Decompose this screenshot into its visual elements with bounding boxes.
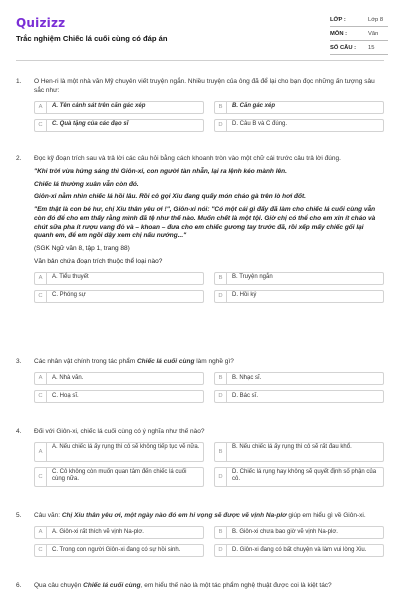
option-d[interactable] <box>214 467 384 487</box>
question-text-part: , em hiểu thế nào là một tác phẩm nghệ thuật được coi là kiệt tác? <box>140 582 332 589</box>
option-b[interactable] <box>214 372 384 385</box>
meta-label: SỐ CÂU : <box>330 45 357 51</box>
option-letter: D <box>215 120 227 131</box>
option-d[interactable] <box>214 119 384 132</box>
passage <box>34 168 384 267</box>
meta-value: 15 <box>368 45 375 51</box>
option-text: D. Chiếc lá rụng hay không sẽ quyết định số phận của cô. <box>232 468 377 482</box>
options-grid <box>34 526 384 558</box>
question-number: 3. <box>16 358 22 365</box>
option-a[interactable] <box>34 526 204 539</box>
question-text-part: Qua câu chuyện <box>34 582 84 589</box>
option-text: B. Truyện ngắn <box>232 274 273 281</box>
option-text: A. Tên cảnh sát trên căn gác xép <box>52 103 146 110</box>
option-c[interactable] <box>34 467 204 487</box>
question-text <box>34 582 384 591</box>
option-letter: B <box>215 273 227 284</box>
meta-value: Văn <box>368 31 379 37</box>
option-letter: A <box>35 527 47 538</box>
meta-label: LỚP : <box>330 17 346 23</box>
question-text <box>34 358 384 367</box>
question-text: Đối với Giôn-xi, chiếc lá cuối cùng có ý nghĩa như thế nào? <box>34 428 205 435</box>
option-letter: B <box>215 527 227 538</box>
option-letter: C <box>35 468 47 486</box>
option-letter: D <box>215 391 227 402</box>
options-grid <box>34 372 384 404</box>
options-grid <box>34 442 384 488</box>
question-text <box>34 512 384 521</box>
quoted-sentence: Chị Xiu thân yêu ơi, một ngày nào đó em hi vọng sẽ được vẽ vịnh Na-plơ <box>61 512 287 519</box>
option-text: D. Giôn-xi đang có bất chuyện và làm vui lòng Xiu. <box>232 546 367 553</box>
option-letter: A <box>35 102 47 113</box>
header-divider <box>16 60 384 61</box>
option-b[interactable] <box>214 272 384 285</box>
option-text: C. Quà tặng của các đạo sĩ <box>52 121 129 128</box>
option-b[interactable] <box>214 526 384 539</box>
option-text: B. Căn gác xép <box>232 103 276 110</box>
passage-source: (SGK Ngữ văn 8, tập 1, trang 88) <box>34 245 130 253</box>
option-b[interactable] <box>214 101 384 114</box>
meta-label: MÔN : <box>330 31 348 37</box>
option-letter: C <box>35 391 47 402</box>
option-d[interactable] <box>214 290 384 303</box>
meta-row-class <box>330 16 388 27</box>
option-text: B. Nhạc sĩ. <box>232 374 262 381</box>
option-letter: A <box>35 273 47 284</box>
options-grid <box>34 272 384 304</box>
option-a[interactable] <box>34 101 204 114</box>
option-a[interactable] <box>34 372 204 385</box>
work-title: Chiếc lá cuối cùng <box>136 358 195 365</box>
option-c[interactable] <box>34 119 204 132</box>
meta-value: Lớp 8 <box>368 17 384 23</box>
quizizz-logo: Quizizz <box>16 16 66 30</box>
question-number: 6. <box>16 582 22 589</box>
passage-paragraph: "Khi trời vừa hửng sáng thì Giôn-xi, con người tàn nhẫn, lại ra lệnh kéo mành lên. <box>34 167 287 175</box>
option-letter: C <box>35 291 47 302</box>
option-letter: A <box>35 443 47 461</box>
question-text-part: Câu văn: <box>34 512 62 519</box>
option-letter: B <box>215 443 227 461</box>
option-letter: D <box>215 468 227 486</box>
option-a[interactable] <box>34 442 204 462</box>
option-text: C. Phóng sự <box>52 292 86 299</box>
question-number: 5. <box>16 512 22 519</box>
question-text: O Hen-ri là một nhà văn Mỹ chuyên viết truyện ngắn. Nhiều truyện của ông đã để lại cho bạn đọc những ấn tượng sâu sắc như: <box>34 78 375 94</box>
page-title: Trắc nghiệm Chiếc lá cuối cùng có đáp án <box>16 34 168 43</box>
option-text: A. Nếu chiếc lá ấy rụng thì cô sẽ không tiếp tục vẽ nữa. <box>52 443 200 450</box>
passage-paragraph: Giôn-xi nằm nhìn chiếc lá hồi lâu. Rồi cô gọi Xiu đang quấy món cháo gà trên lò hơi đốt. <box>34 193 306 201</box>
sub-question: Văn bản chứa đoạn trích thuộc thể loại nào? <box>34 257 163 265</box>
question-text-part: làm nghề gì? <box>194 358 234 365</box>
option-text: A. Tiểu thuyết <box>52 274 89 281</box>
option-letter: B <box>215 102 227 113</box>
meta-row-subject <box>330 30 388 41</box>
option-d[interactable] <box>214 390 384 403</box>
options-grid <box>34 101 384 133</box>
option-c[interactable] <box>34 390 204 403</box>
option-text: C. Trong con người Giôn-xi đang có sự hồi sinh. <box>52 546 181 553</box>
option-text: A. Nhà văn. <box>52 374 84 381</box>
question-number: 4. <box>16 428 22 435</box>
option-text: D. Bác sĩ. <box>232 392 259 399</box>
option-b[interactable] <box>214 442 384 462</box>
option-text: B. Nếu chiếc lá ấy rụng thì cô sẽ rất đau khổ. <box>232 443 352 450</box>
option-a[interactable] <box>34 272 204 285</box>
option-text: C. Cô không còn muốn quan tâm đến chiếc lá cuối cùng nữa. <box>52 468 187 482</box>
option-text: A. Giôn-xi rất thích vẽ vịnh Na-plơ. <box>52 528 144 535</box>
option-c[interactable] <box>34 544 204 557</box>
option-d[interactable] <box>214 544 384 557</box>
passage-paragraph: "Em thật là con bé hư, chị Xiu thân yêu ơi !", Giôn-xi nói: "Có một cái gì đấy đã làm cho chiếc lá cuối cùng vẫn còn đó để cho em thấy rằng mình đã tệ như thế nào. Muốn chết là một tội. Giờ chị có thể cho em xin ít cháo và chút sữa pha ít rượu vang đỏ và – khoan – đưa cho em chiếc gương tay trước đã, rồi xếp mấy chiếc gối lại quanh em, để em ngồi dậy xem chị nấu nướng..." <box>34 206 376 240</box>
page-header <box>0 0 400 62</box>
question-text-part: giúp em hiểu gì về Giôn-xi. <box>286 512 366 519</box>
option-text: C. Hoạ sĩ. <box>52 392 79 399</box>
meta-row-count <box>330 44 388 55</box>
question-number: 1. <box>16 78 22 85</box>
question-number: 2. <box>16 155 22 162</box>
option-text: B. Giôn-xi chưa bao giờ vẽ vịnh Na-plơ. <box>232 528 338 535</box>
option-letter: B <box>215 373 227 384</box>
question-text: Đọc kỹ đoạn trích sau và trả lời các câu hỏi bằng cách khoanh tròn vào một chữ cái trước câu trả lời đúng. <box>34 155 341 162</box>
option-letter: A <box>35 373 47 384</box>
option-letter: D <box>215 545 227 556</box>
passage-paragraph: Chiếc lá thường xuân vẫn còn đó. <box>34 180 139 188</box>
option-text: D. Câu B và C đúng. <box>232 121 288 128</box>
question-text-part: Các nhân vật chính trong tác phẩm <box>34 358 137 365</box>
option-letter: D <box>215 291 227 302</box>
option-letter: C <box>35 545 47 556</box>
option-letter: C <box>35 120 47 131</box>
work-title: Chiếc lá cuối cùng <box>83 582 141 589</box>
option-c[interactable] <box>34 290 204 303</box>
option-text: D. Hồi ký <box>232 292 257 299</box>
